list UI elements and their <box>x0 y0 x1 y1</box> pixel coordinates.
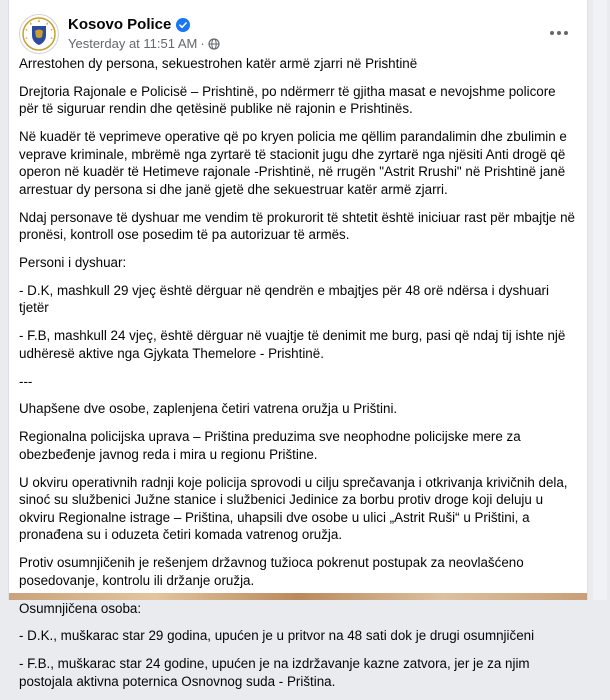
kosovo-police-logo-icon <box>20 15 58 53</box>
post-meta <box>68 36 220 51</box>
post-paragraph: Ndaj personave të dyshuar me vendim të prokurorit të shtetit është iniciuar rast për mbajtje në pronësi, kontroll ose posedim të pa autorizuar të armës. <box>19 209 575 243</box>
post-card <box>8 0 588 689</box>
more-dot-icon <box>564 31 568 35</box>
post-paragraph: Në kuadër të veprimeve operative që po kryen policia me qëllim parandalimin dhe zbulimin e veprave kriminale, mbrëmë nga zyrtarë të stacionit jugu dhe zyrtarë nga njësiti Anti drogë që operon në kuadër të Hetimeve rajonale -Prishtinë, në rrugën "Astrit Rrushi" në Prishtinë janë arrestuar dy persona si dhe janë gjetë dhe sekuestruar katër armë zjarri. <box>19 129 567 197</box>
post-paragraph: - F.B, mashkull 24 vjeç, është dërguar në vuajtje të denimit me burg, pasi që ndaj tij ishte një udhëresë aktive nga Gjykata Themelore - Prishtinë. <box>19 328 566 361</box>
globe-icon[interactable] <box>208 38 220 50</box>
page-avatar[interactable] <box>19 14 59 54</box>
post-timestamp[interactable]: Yesterday at 11:51 AM <box>68 36 198 51</box>
post-paragraph: - D.K., muškarac star 29 godina, upućen je u pritvor na 48 sati dok je drugi osumnjičeni <box>19 628 535 644</box>
author-row <box>68 16 190 33</box>
post-separator: --- <box>19 373 33 389</box>
page-name-link[interactable]: Kosovo Police <box>68 16 172 33</box>
more-dot-icon <box>550 31 554 35</box>
post-paragraph: Personi i dyshuar: <box>19 255 127 271</box>
meta-separator: · <box>200 36 205 51</box>
post-header <box>19 14 577 54</box>
post-paragraph: Osumnjičena osoba: <box>19 600 142 616</box>
post-paragraph: - D.K, mashkull 29 vjeç është dërguar në qendrën e mbajtjes për 48 orë ndërsa i dyshuari tjetër <box>19 282 549 316</box>
more-dot-icon <box>557 31 561 35</box>
attached-image-preview[interactable] <box>9 593 587 600</box>
verified-badge-icon <box>176 18 190 32</box>
page-scrollbar[interactable] <box>593 0 607 600</box>
post-paragraph: Protiv osumnjičenih je rešenjem državnog tužioca pokrenut postupak za neovlašćeno posedovanje, kontrolu ili držanje oružja. <box>19 555 524 588</box>
post-paragraph: U okviru operativnih radnji koje policija sprovodi u cilju sprečavanja i otkrivanja krivičnih dela, sinoć su službenici Južne stanice i službenici Jedinice za borbu protiv droge koji deluju u okviru Regionalne istrage – Priština, uhapsili dve osobe u ulici „Astrit Ruši“ u Prištini, a pronađena su i oduzeta četiri komada vatrenog oružja. <box>19 474 568 543</box>
post-paragraph: Arrestohen dy persona, sekuestrohen katër armë zjarri në Prishtinë <box>19 56 418 71</box>
post-paragraph: Regionalna policijska uprava – Priština preduzima sve neophodne policijske mere za obezbeđenje javnog reda i mira u regionu Prištine. <box>19 429 521 462</box>
more-options-button[interactable] <box>543 17 575 49</box>
post-paragraph: Uhapšene dve osobe, zaplenjena četiri vatrena oružja u Prištini. <box>19 401 398 417</box>
post-body <box>19 55 577 700</box>
post-paragraph: - F.B., muškarac star 24 godine, upućen je na izdržavanje kazne zatvora, jer je za njim postojala aktivna poternica Osnovnog suda - Priština. <box>19 656 530 689</box>
post-paragraph: Drejtoria Rajonale e Policisë – Prishtinë, po ndërmerr të gjitha masat e nevojshme policore për të siguruar rendin dhe qetësinë publike në rajonin e Prishtinës. <box>19 83 556 117</box>
